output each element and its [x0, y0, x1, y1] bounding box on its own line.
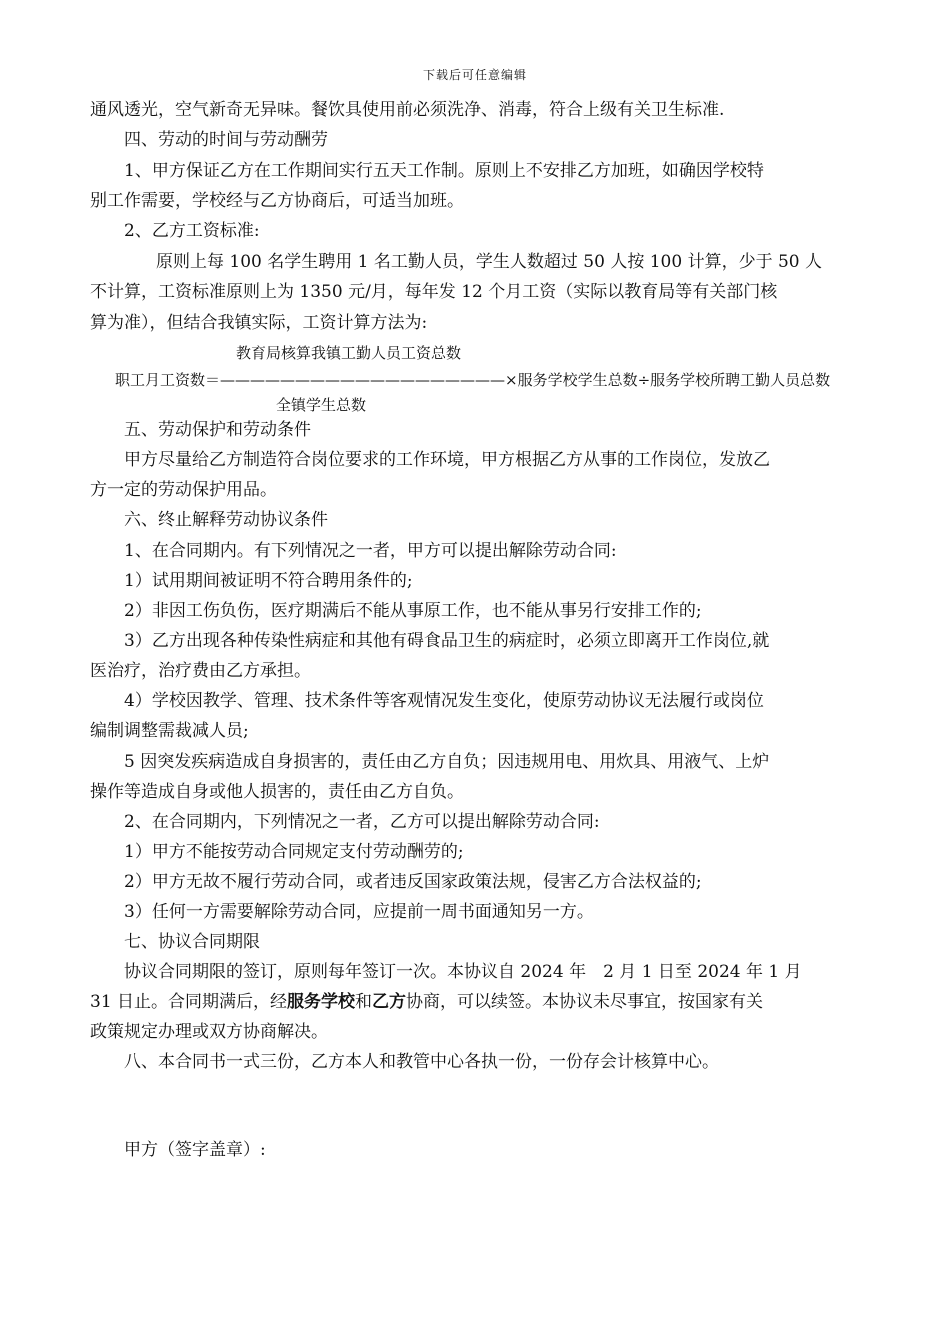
section-heading: 六、终止解释劳动协议条件	[124, 510, 328, 530]
formula-line: 职工月工资数＝———————————————————×服务学校学生总数÷服务学校所聘工勤人员总数	[115, 371, 831, 389]
paragraph-line: 1、在合同期内。有下列情况之一者，甲方可以提出解除劳动合同:	[124, 541, 617, 561]
text-span: 31 日止。合同期满后，经	[90, 992, 288, 1012]
paragraph-line: 1、甲方保证乙方在工作期间实行五天工作制。原则上不安排乙方加班，如确因学校特	[124, 161, 764, 181]
paragraph-line: 方一定的劳动保护用品。	[90, 480, 277, 500]
paragraph-line: 别工作需要，学校经与乙方协商后，可适当加班。	[90, 191, 464, 211]
paragraph-line: 编制调整需裁减人员;	[90, 721, 249, 741]
paragraph-line: 原则上每 100 名学生聘用 1 名工勤人员，学生人数超过 50 人按 100 计算，少于 50 人	[156, 252, 823, 272]
paragraph-line: 算为准），但结合我镇实际，工资计算方法为:	[90, 313, 428, 333]
signature-label: 甲方（签字盖章）:	[124, 1140, 266, 1160]
section-heading: 八、本合同书一式三份，乙方本人和教管中心各执一份，一份存会计核算中心。	[124, 1052, 719, 1072]
paragraph-line: 甲方尽量给乙方制造符合岗位要求的工作环境，甲方根据乙方从事的工作岗位，发放乙	[124, 450, 770, 470]
formula-denominator: 全镇学生总数	[276, 396, 367, 414]
section-heading: 四、劳动的时间与劳动酬劳	[124, 130, 328, 150]
formula-numerator: 教育局核算我镇工勤人员工资总数	[236, 344, 462, 362]
paragraph-line: 2、在合同期内，下列情况之一者，乙方可以提出解除劳动合同:	[124, 812, 600, 832]
paragraph-line: 不计算，工资标准原则上为 1350 元/月，每年发 12 个月工资（实际以教育局等有关部门核	[90, 282, 778, 302]
page-header: 下载后可任意编辑	[422, 68, 527, 82]
list-item: 1）甲方不能按劳动合同规定支付劳动酬劳的;	[124, 842, 464, 862]
section-heading: 七、协议合同期限	[124, 932, 260, 952]
list-item: 4）学校因教学、管理、技术条件等客观情况发生变化，使原劳动协议无法履行或岗位	[124, 691, 764, 711]
list-item: 5 因突发疾病造成自身损害的，责任由乙方自负；因违规用电、用炊具、用液气、上炉	[124, 752, 770, 772]
list-item: 2）甲方无故不履行劳动合同，或者违反国家政策法规，侵害乙方合法权益的;	[124, 872, 702, 892]
list-item: 3）任何一方需要解除劳动合同，应提前一周书面通知另一方。	[124, 902, 594, 922]
paragraph-line: 操作等造成自身或他人损害的，责任由乙方自负。	[90, 782, 464, 802]
paragraph-line: 医治疗，治疗费由乙方承担。	[90, 661, 311, 681]
paragraph-line: 2、乙方工资标准:	[124, 221, 260, 241]
paragraph-line	[90, 990, 763, 1014]
emphasis-school: 服务学校	[287, 992, 356, 1012]
list-item: 3）乙方出现各种传染性病症和其他有碍食品卫生的病症时，必须立即离开工作岗位,就	[124, 631, 770, 651]
list-item: 2）非因工伤负伤，医疗期满后不能从事原工作，也不能从事另行安排工作的;	[124, 601, 702, 621]
paragraph-line: 协议合同期限的签订，原则每年签订一次。本协议自 2024 年 2 月 1 日至 2024 年 1 月	[124, 962, 802, 982]
list-item: 1）试用期间被证明不符合聘用条件的;	[124, 571, 413, 591]
text-span: 协商，可以续签。本协议未尽事宜，按国家有关	[406, 992, 764, 1012]
paragraph-line: 通风透光，空气新奇无异味。餐饮具使用前必须洗净、消毒，符合上级有关卫生标准.	[90, 100, 725, 120]
emphasis-party-b: 乙方	[372, 992, 407, 1012]
paragraph-line: 政策规定办理或双方协商解决。	[90, 1022, 328, 1042]
section-heading: 五、劳动保护和劳动条件	[124, 420, 311, 440]
text-span: 和	[355, 992, 373, 1012]
